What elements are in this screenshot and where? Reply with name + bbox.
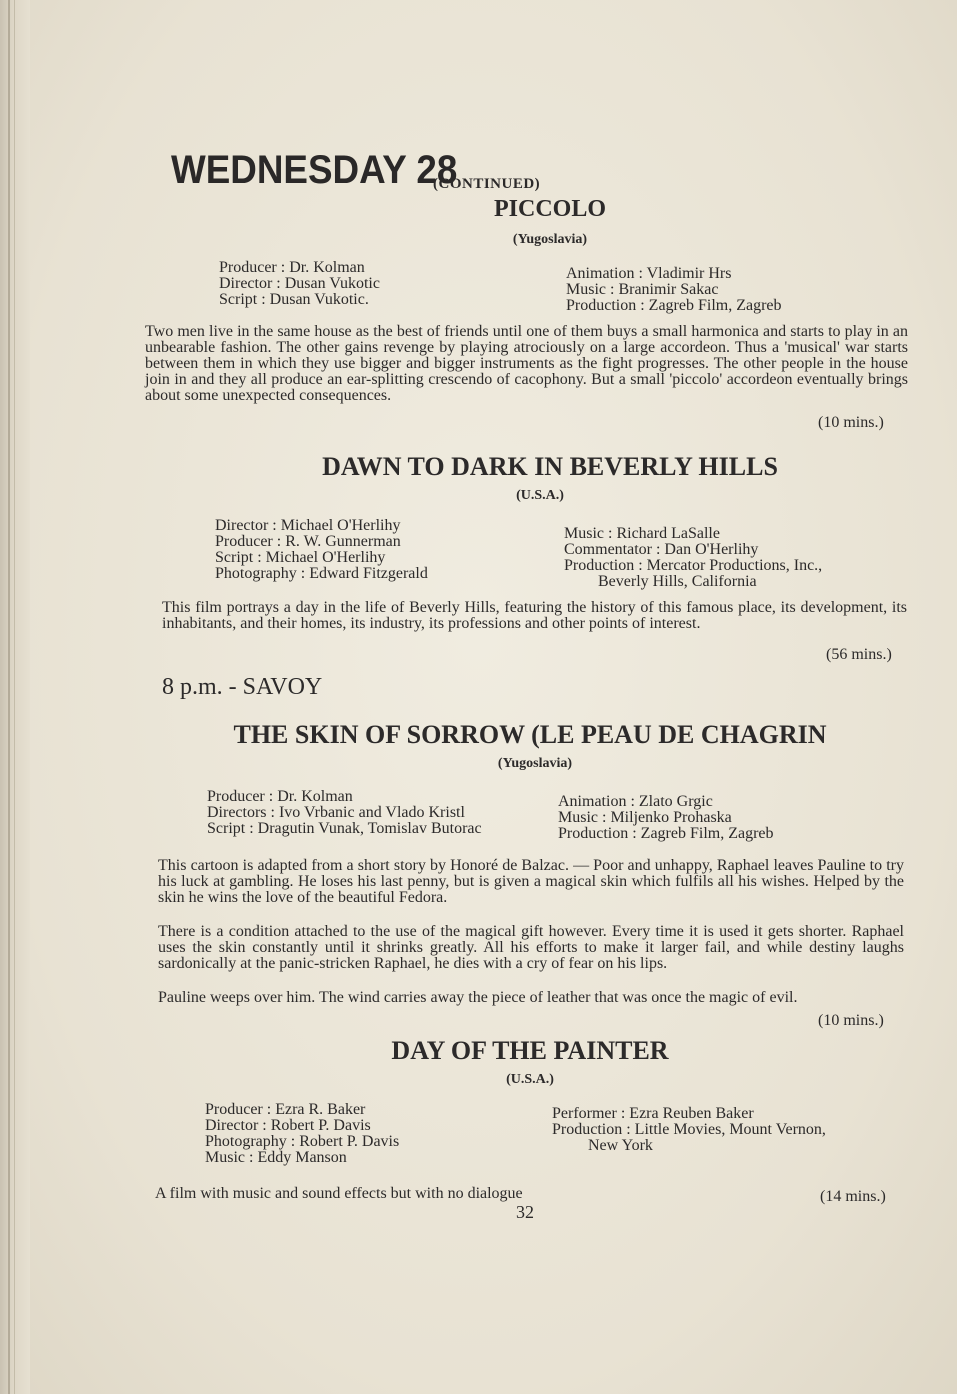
credit-line: Script : Dragutin Vunak, Tomislav Butorac bbox=[207, 820, 482, 837]
credit-line: Photography : Edward Fitzgerald bbox=[215, 565, 428, 582]
synopsis: Pauline weeps over him. The wind carries away the piece of leather that was once the magic of evil. bbox=[158, 989, 798, 1006]
credit-line: Animation : Zlato Grgic bbox=[558, 793, 713, 810]
credit-line: Production : Mercator Productions, Inc., bbox=[564, 557, 823, 574]
credit-line: Music : Branimir Sakac bbox=[566, 281, 719, 298]
binding-line bbox=[8, 0, 10, 1394]
credit-line: Performer : Ezra Reuben Baker bbox=[552, 1105, 754, 1122]
screening-time-venue: 8 p.m. - SAVOY bbox=[162, 674, 323, 700]
synopsis: This film portrays a day in the life of Beverly Hills, featuring the history of this famous place, its development, its inhabitants, and their homes, its industry, its professions and other points of interest. bbox=[162, 599, 907, 632]
film-title: DAY OF THE PAINTER bbox=[391, 1036, 669, 1065]
credit-line: Production : Little Movies, Mount Vernon, bbox=[552, 1121, 826, 1138]
credit-line: New York bbox=[588, 1137, 653, 1154]
credit-line: Script : Dusan Vukotic. bbox=[219, 291, 369, 308]
synopsis: A film with music and sound effects but with no dialogue bbox=[155, 1185, 523, 1202]
page-binding-edge bbox=[0, 0, 30, 1394]
film-title: DAWN TO DARK IN BEVERLY HILLS bbox=[322, 452, 778, 481]
credit-line: Animation : Vladimir Hrs bbox=[566, 265, 732, 282]
duration: (14 mins.) bbox=[820, 1188, 886, 1205]
duration: (56 mins.) bbox=[826, 646, 892, 663]
credit-line: Directors : Ivo Vrbanic and Vlado Kristl bbox=[207, 804, 465, 821]
film-title: PICCOLO bbox=[493, 196, 606, 222]
synopsis: Two men live in the same house as the best of friends until one of them buys a small harmonica and starts to play in an unbearable fashion. The other gains revenge by playing atrociously on a large accordeon. Thus a 'musical' war starts between them in which they use bigger and bigger instruments as the fight progresses. The other people in the house join in and they all produce an ear-splitting crescendo of cacophony. But a small 'piccolo' accordeon eventually brings about some unexpected consequences. bbox=[145, 323, 908, 404]
film-country: (Yugoslavia) bbox=[497, 756, 573, 771]
duration: (10 mins.) bbox=[818, 1012, 884, 1029]
credit-line: Director : Michael O'Herlihy bbox=[215, 517, 401, 534]
credit-line: Producer : Dr. Kolman bbox=[219, 259, 365, 276]
credit-line: Producer : R. W. Gunnerman bbox=[215, 533, 401, 550]
page-number: 32 bbox=[516, 1202, 534, 1222]
credit-line: Director : Robert P. Davis bbox=[205, 1117, 371, 1134]
credit-line: Music : Richard LaSalle bbox=[564, 525, 720, 542]
film-country: (U.S.A.) bbox=[516, 488, 564, 503]
credit-line: Music : Miljenko Prohaska bbox=[558, 809, 732, 826]
duration: (10 mins.) bbox=[818, 414, 884, 431]
credit-line: Commentator : Dan O'Herlihy bbox=[564, 541, 759, 558]
film-title: THE SKIN OF SORROW (LE PEAU DE CHAGRIN bbox=[233, 720, 827, 749]
film-country: (Yugoslavia) bbox=[512, 232, 588, 247]
credit-line: Production : Zagreb Film, Zagreb bbox=[558, 825, 774, 842]
credit-line: Script : Michael O'Herlihy bbox=[215, 549, 386, 566]
synopsis: There is a condition attached to the use of the magical gift however. Every time it is used it gets shorter. Raphael uses the skin constantly until it shrinks greatly. All his efforts to make it larger fail, and while destiny laughs sardonically at the panic-stricken Raphael, he dies with a cry of fear on his lips. bbox=[158, 923, 904, 972]
binding-line bbox=[14, 0, 15, 1394]
credit-line: Music : Eddy Manson bbox=[205, 1149, 347, 1166]
continued-label: (CONTINUED) bbox=[433, 176, 541, 192]
credit-line: Photography : Robert P. Davis bbox=[205, 1133, 400, 1150]
credit-line: Director : Dusan Vukotic bbox=[219, 275, 380, 292]
credit-line: Production : Zagreb Film, Zagreb bbox=[566, 297, 782, 314]
credit-line: Producer : Ezra R. Baker bbox=[205, 1101, 366, 1118]
film-country: (U.S.A.) bbox=[506, 1072, 554, 1087]
day-heading: WEDNESDAY 28 bbox=[171, 148, 458, 192]
credit-line: Producer : Dr. Kolman bbox=[207, 788, 353, 805]
synopsis: This cartoon is adapted from a short story by Honoré de Balzac. — Poor and unhappy, Raphael leaves Pauline to try his luck at gambling. He loses his last penny, but is given a magical skin which fulfils all his wishes. Helped by the skin he wins the love of the beautiful Fedora. bbox=[158, 857, 904, 906]
credit-line: Beverly Hills, California bbox=[598, 573, 757, 590]
